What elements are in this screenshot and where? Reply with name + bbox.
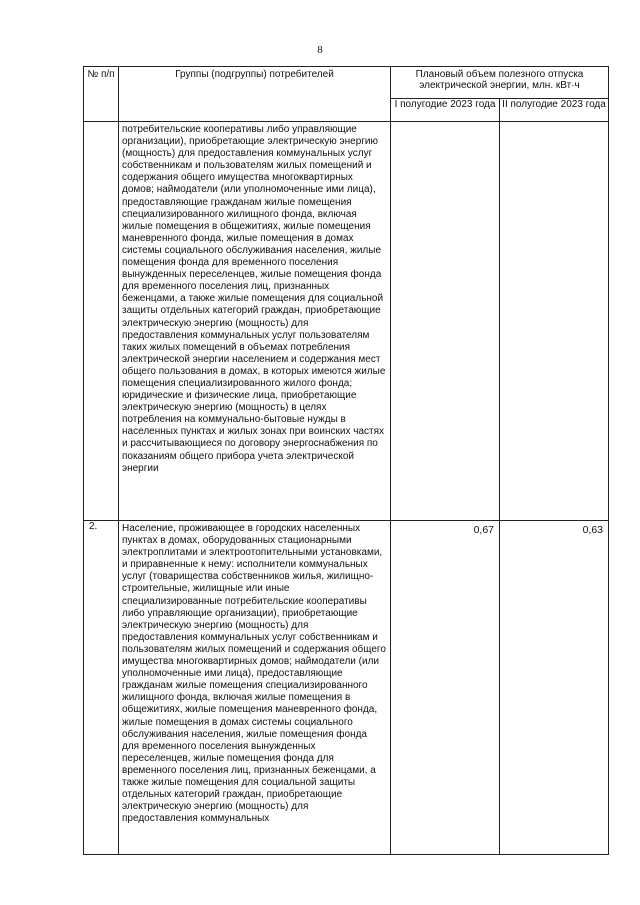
row-number xyxy=(84,122,119,521)
first-half-value xyxy=(391,122,500,521)
table-header-row xyxy=(84,67,609,99)
consumer-group-text: Население, проживающее в городских населенных пунктах в домах, оборудованных стационарными электроплитами и электроотопительными установками, и приравненные к нему: исполнители коммунальных услуг (товарищества собственников жилья, жилищно-строительные, жилищные или иные специализированные потребительские кооперативы либо управляющие организации), приобретающие электрическую энергию (мощность) для предоставления коммунальных услуг собственникам и пользователям жилых помещений и содержания общего имущества многоквартирных домов; наймодатели (или уполномоченные ими лица), предоставляющие гражданам жилые помещения специализированного жилищного фонда, включая жилые помещения в общежитиях, жилые помещения маневренного фонда, жилые помещения в домах системы социального обслуживания населения, жилые помещения фонда для временного поселения вынужденных переселенцев, жилые помещения фонда для временного поселения лиц, признанных беженцами, а также жилые помещения для социальной защиты отдельных категорий граждан, приобретающие электрическую энергию (мощность) для предоставления коммунальных xyxy=(119,521,391,855)
second-half-value: 0,63 xyxy=(500,521,609,855)
header-planned-volume: Плановый объем полезного отпуска электрической энергии, млн. кВт·ч xyxy=(391,67,609,99)
consumption-table xyxy=(83,66,609,855)
page-number: 8 xyxy=(317,44,323,56)
table-row xyxy=(84,122,609,521)
table-row xyxy=(84,521,609,855)
first-half-value: 0,67 xyxy=(391,521,500,855)
header-second-half-2023: II полугодие 2023 года xyxy=(500,99,609,122)
row-number: 2. xyxy=(84,521,119,855)
second-half-value xyxy=(500,122,609,521)
header-consumer-groups: Группы (подгруппы) потребителей xyxy=(119,67,391,122)
header-number: № п/п xyxy=(84,67,119,122)
header-first-half-2023: I полугодие 2023 года xyxy=(391,99,500,122)
consumer-group-text: потребительские кооперативы либо управляющие организации), приобретающие электрическую энергию (мощность) для предоставления коммунальных услуг собственникам и пользователям жилых помещений и содержания общего имущества многоквартирных домов; наймодатели (или уполномоченные ими лица), предоставляющие гражданам жилые помещения специализированного жилищного фонда, включая жилые помещения в общежитиях, жилые помещения маневренного фонда, жилые помещения в домах системы социального обслуживания населения, жилые помещения фонда для временного поселения вынужденных переселенцев, жилые помещения фонда для временного поселения лиц, признанных беженцами, а также жилые помещения для социальной защиты отдельных категорий граждан, приобретающие электрическую энергию (мощность) для предоставления коммунальных услуг пользователям таких жилых помещений в объемах потребления электрической энергии населением и содержания мест общего пользования в домах, в которых имеются жилые помещения специализированного жилого фонда; юридические и физические лица, приобретающие электрическую энергию (мощность) в целях потребления на коммунально-бытовые нужды в населенных пунктах и жилых зонах при воинских частях и рассчитывающиеся по договору энергоснабжения по показаниям общего прибора учета электрической энергии xyxy=(119,122,391,521)
